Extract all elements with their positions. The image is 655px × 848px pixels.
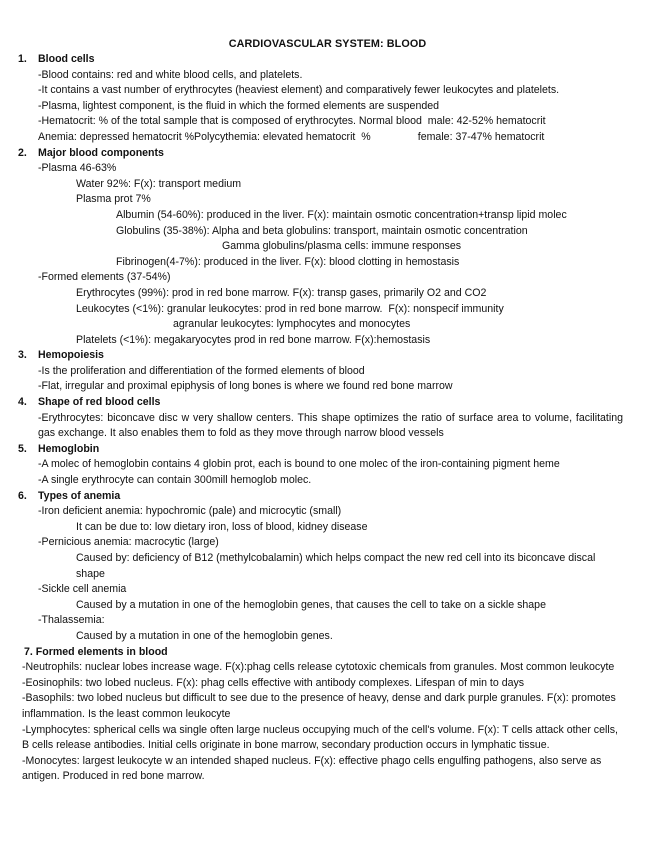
text-line: Gamma globulins/plasma cells: immune responses <box>222 240 462 253</box>
section-heading-blood-cells <box>18 52 623 68</box>
text-paragraph: -Lymphocytes: spherical cells wa single often large nucleus occupying much of the cell's volume. F(x): T cells attack other cells, B cells release antibodies. Initial cells originate in bone marrow, secondary production occurs in lymphatic tissue. <box>22 723 618 752</box>
text-line: It can be due to: low dietary iron, loss of blood, kidney disease <box>76 520 368 533</box>
text-line: -Iron deficient anemia: hypochromic (pale) and microcytic (small) <box>38 505 342 518</box>
text-paragraph: -Monocytes: largest leukocyte w an intended shaped nucleus. F(x): effective phago cells engulfing pathogens, also serve as antigen. Produced in red bone marrow. <box>22 754 602 783</box>
text-paragraph: Caused by: deficiency of B12 (methylcobalamin) which helps compact the new red cell into its biconcave discal shape <box>76 552 596 580</box>
text-line: -Hematocrit: % of the total sample that is composed of erythrocytes. Normal blood male: 42-52% hematocrit <box>38 115 546 128</box>
text-line: Leukocytes (<1%): granular leukocytes: prod in red bone marrow. F(x): nonspecif immunity <box>76 302 504 315</box>
text-line: Albumin (54-60%): produced in the liver. F(x): maintain osmotic concentration+transp lipid molec <box>116 208 567 221</box>
section-heading-types-of-anemia <box>18 489 623 505</box>
section-number: 7. <box>24 645 33 658</box>
text-line: -Plasma, lightest component, is the fluid in which the formed elements are suspended <box>38 99 440 112</box>
text-line: Fibrinogen(4-7%): produced in the liver. F(x): blood clotting in hemostasis <box>116 255 460 268</box>
text-paragraph: -Neutrophils: nuclear lobes increase wage. F(x):phag cells release cytotoxic chemicals from granules. Most common leukocyte <box>22 661 615 674</box>
section-title: Types of anemia <box>38 489 121 502</box>
section-heading-hemopoiesis <box>18 348 623 364</box>
section-title: Formed elements in blood <box>35 645 168 658</box>
text-line: Erythrocytes (99%): prod in red bone marrow. F(x): transp gases, primarily O2 and CO2 <box>76 286 487 299</box>
section-heading-formed-elements-in-blood <box>18 645 623 661</box>
text-paragraph: -Eosinophils: two lobed nucleus. F(x): phag cells effective with antibody complexes. Lifespan of min to days <box>22 676 525 689</box>
text-line: Water 92%: F(x): transport medium <box>76 177 242 190</box>
section-number: 3. <box>18 349 27 362</box>
text-paragraph: -Erythrocytes: biconcave disc w very shallow centers. This shape optimizes the ratio of surface area to volume, facilitating gas exchange. It also enables them to fold as they move through narrow blood vessels <box>38 411 623 440</box>
document-body <box>18 52 623 785</box>
section-heading-major-blood-components <box>18 146 623 162</box>
section-number: 6. <box>18 489 27 502</box>
section-number: 4. <box>18 396 27 409</box>
section-number: 1. <box>18 53 27 65</box>
section-heading-shape-of-red-blood-cells <box>18 395 623 411</box>
text-line: -Pernicious anemia: macrocytic (large) <box>38 536 219 549</box>
text-paragraph: -Basophils: two lobed nucleus but difficult to see due to the presence of heavy, dense and dark purple granules. F(x): promotes inflammation. Is the least common leukocyte <box>22 692 616 720</box>
section-number: 5. <box>18 442 27 455</box>
text-line: -Blood contains: red and white blood cells, and platelets. <box>38 68 303 81</box>
section-title: Blood cells <box>38 53 95 65</box>
text-line: agranular leukocytes: lymphocytes and monocytes <box>173 318 411 331</box>
text-line: Globulins (35-38%): Alpha and beta globulins: transport, maintain osmotic concentration <box>116 224 528 237</box>
text-line: -Is the proliferation and differentiation of the formed elements of blood <box>38 364 365 377</box>
text-line: Platelets (<1%): megakaryocytes prod in red bone marrow. F(x):hemostasis <box>76 333 431 346</box>
text-line: -It contains a vast number of erythrocytes (heaviest element) and comparatively fewer leukocytes and platelets. <box>38 84 560 97</box>
text-line: -Plasma 46-63% <box>38 162 117 175</box>
text-line: -Sickle cell anemia <box>38 583 127 596</box>
section-title: Hemoglobin <box>38 442 100 455</box>
section-heading-hemoglobin <box>18 442 623 458</box>
text-line: -Formed elements (37-54%) <box>38 271 171 284</box>
section-title: Major blood components <box>38 146 164 159</box>
document-title: CARDIOVASCULAR SYSTEM: BLOOD <box>228 38 427 50</box>
section-number: 2. <box>18 146 27 159</box>
text-line: Caused by a mutation in one of the hemoglobin genes, that causes the cell to take on a sickle shape <box>76 598 546 611</box>
text-line: Plasma prot 7% <box>76 193 151 206</box>
section-title: Shape of red blood cells <box>38 396 161 409</box>
text-line: -Flat, irregular and proximal epiphysis of long bones is where we found red bone marrow <box>38 380 453 393</box>
text-line: Caused by a mutation in one of the hemoglobin genes. <box>76 629 333 642</box>
text-line: -Thalassemia: <box>38 614 105 627</box>
text-line: -A single erythrocyte can contain 300mill hemoglob molec. <box>38 474 312 487</box>
text-line: Anemia: depressed hematocrit %Polycythemia: elevated hematocrit % female: 37-47% hematocrit <box>38 130 545 143</box>
text-line: -A molec of hemoglobin contains 4 globin prot, each is bound to one molec of the iron-containing pigment heme <box>38 458 560 471</box>
section-title: Hemopoiesis <box>38 349 104 362</box>
